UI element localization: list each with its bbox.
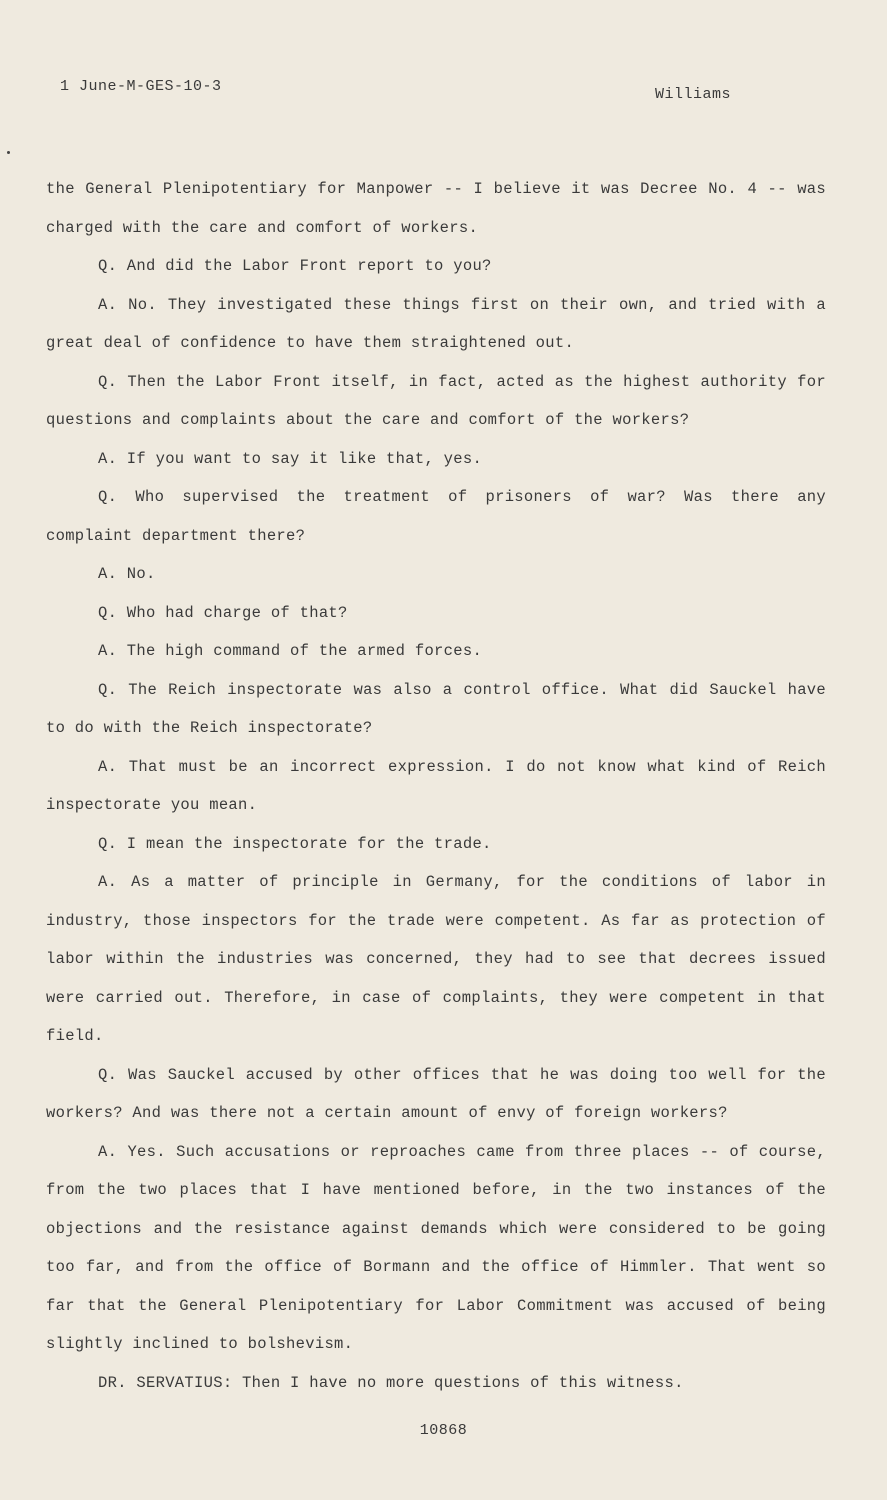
answer: A. If you want to say it like that, yes. xyxy=(98,449,483,468)
question: Q. I mean the inspectorate for the trade. xyxy=(98,834,492,853)
question: Q. Who had charge of that? xyxy=(98,603,348,622)
question: Q. Was Sauckel accused by other offices that he was doing too well for the workers? And was there not a certain amount of envy of foreign workers? xyxy=(46,1065,826,1122)
paragraph: the General Plenipotentiary for Manpower -- I believe it was Decree No. 4 -- was charged with the care and comfort of workers. xyxy=(46,180,826,237)
answer: A. As a matter of principle in Germany, for the conditions of labor in industry, those inspectors for the trade were competent. As far as protection of labor within the industries was concerned, they had to see that decrees issued were carried out. Therefore, in case of complaints, they were competent in that field. xyxy=(46,873,826,1045)
document-reference: 1 June-M-GES-10-3 xyxy=(60,78,222,95)
question: Q. And did the Labor Front report to you? xyxy=(98,257,492,275)
speaker-name: Williams xyxy=(655,86,732,103)
page-number: 10868 xyxy=(419,1422,468,1439)
question: Q. Then the Labor Front itself, in fact, acted as the highest authority for questions and complaints about the care and comfort of the workers? xyxy=(46,372,826,429)
transcript-body xyxy=(46,170,826,1402)
answer: A. The high command of the armed forces. xyxy=(98,642,483,660)
answer: A. That must be an incorrect expression. I do not know what kind of Reich inspectorate you mean. xyxy=(46,757,826,814)
question: Q. The Reich inspectorate was also a control office. What did Sauckel have to do with the Reich inspectorate? xyxy=(46,680,826,737)
answer: A. Yes. Such accusations or reproaches came from three places -- of course, from the two places that I have mentioned before, in the two instances of the objections and the resistance against demands which were considered to be going too far, and from the office of Bormann and the office of Himmler. That went so far that the General Plenipotentiary for Labor Commitment was accused of being slightly inclined to bolshevism. xyxy=(46,1142,826,1353)
closing-statement: DR. SERVATIUS: Then I have no more questions of this witness. xyxy=(98,1373,684,1392)
answer: A. No. They investigated these things first on their own, and tried with a great deal of confidence to have them straightened out. xyxy=(46,295,826,352)
margin-mark xyxy=(7,151,10,154)
answer: A. No. xyxy=(98,565,156,583)
question: Q. Who supervised the treatment of prisoners of war? Was there any complaint department there? xyxy=(46,488,826,545)
